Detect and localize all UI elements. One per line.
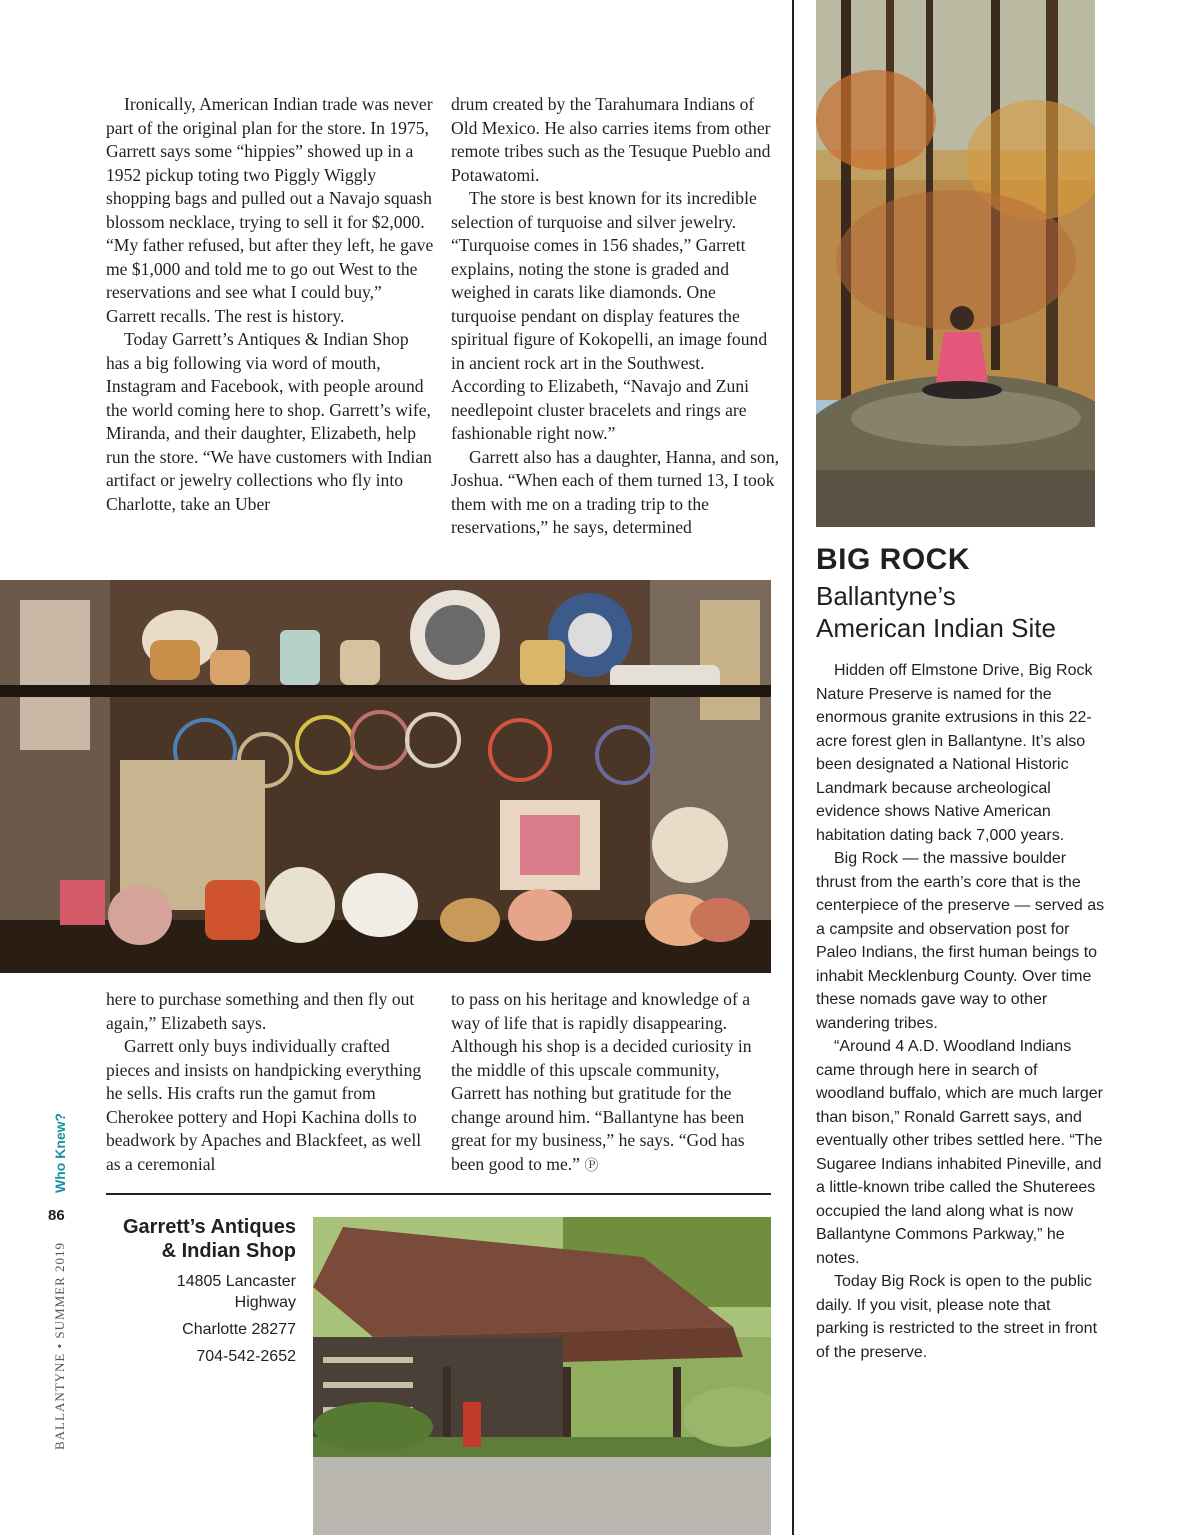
article-paragraph: drum created by the Tarahumara Indians of Old Mexico. He also carries items from other remote tribes such as the Tesuque Pueblo and Potawatomi. [451, 94, 771, 185]
store-interior-image [0, 580, 771, 973]
store-phone: 704-542-2652 [196, 1348, 296, 1365]
page-number: 86 [48, 1207, 65, 1224]
end-mark-icon: Ⓟ [584, 1158, 599, 1174]
article-column-2-bottom [451, 988, 773, 1178]
store-name [106, 1215, 296, 1263]
article-paragraph: Garrett only buys individually crafted pieces and insists on handpicking everything he sells. His crafts run the gamut from Cherokee pottery and Hopi Kachina dolls to beadwork by Apaches and Blackfeet, as well as a ceremonial [106, 1036, 422, 1174]
big-rock-image [816, 0, 1095, 527]
store-info-box [106, 1215, 296, 1367]
article-column-1-top [106, 93, 434, 516]
store-address-line: 14805 Lancaster [176, 1273, 296, 1290]
article-paragraph-text: to pass on his heritage and knowledge of a way of life that is rapidly disappearing. Although his shop is a decided curiosity in the middle of this upscale community, Garrett has nothing but gratitude for the change around him. “Ballantyne has been great for my business,” he says. “God has been good to me.” [451, 989, 752, 1174]
store-address-line: Highway [234, 1294, 296, 1311]
magazine-issue-label: BALLANTYNE • SUMMER 2019 [52, 1241, 67, 1450]
sidebar-paragraph: Hidden off Elmstone Drive, Big Rock Nature Preserve is named for the enormous granite extrusions in this 22-acre forest glen in Ballantyne. It’s also been designated a National Historic Landmark because archeological evidence shows Native American habitation dating back 7,000 years. [816, 662, 1093, 844]
article-column-1-bottom [106, 988, 434, 1176]
section-label: Who Knew? [52, 1112, 68, 1193]
sidebar-subtitle-line: Ballantyne’s [816, 581, 956, 611]
store-name-line: & Indian Shop [161, 1240, 296, 1262]
article-paragraph: Today Garrett’s Antiques & Indian Shop has a big following via word of mouth, Instagram and Facebook, with people around the world coming here to shop. Garrett’s wife, Miranda, and their daughter, Elizabeth, help run the store. “We have customers with Indian artifact or jewelry collections who fly into Charlotte, take an Uber [106, 329, 432, 514]
store-name-line: Garrett’s Antiques [123, 1216, 296, 1238]
sidebar-body [816, 659, 1106, 1364]
big-rock-photo [816, 0, 1095, 527]
section-divider-rule [106, 1193, 771, 1195]
store-interior-photo [0, 580, 771, 973]
sidebar-divider-rule [792, 0, 794, 1535]
sidebar-title: BIG ROCK [816, 543, 970, 576]
storefront-photo [313, 1217, 771, 1535]
sidebar-subtitle [816, 580, 1106, 644]
article-paragraph: The store is best known for its incredible selection of turquoise and silver jewelry. “Turquoise comes in 156 shades,” Garrett explains, noting the stone is graded and weighed in carats like diamonds. One turquoise pendant on display features the spiritual figure of Kokopelli, an image found in ancient rock art in the Southwest. According to Elizabeth, “Navajo and Zuni needlepoint cluster bracelets and rings are fashionable right now.” [451, 188, 768, 443]
store-address [106, 1271, 296, 1313]
sidebar-subtitle-line: American Indian Site [816, 613, 1056, 643]
article-column-2-top [451, 93, 781, 540]
store-city: Charlotte 28277 [182, 1321, 296, 1338]
sidebar-paragraph: Big Rock — the massive boulder thrust from the earth’s core that is the centerpiece of the preserve — served as a campsite and observation post for Paleo Indians, the first human beings to inhabit Mecklenburg County. Over time these nomads gave way to other wandering tribes. [816, 850, 1105, 1032]
storefront-image [313, 1217, 771, 1535]
article-paragraph: Garrett also has a daughter, Hanna, and son, Joshua. “When each of them turned 13, I took them with me on a trading trip to the reservations,” he says, determined [451, 446, 780, 537]
article-paragraph [451, 988, 773, 1178]
sidebar-heading [816, 542, 1106, 644]
sidebar-paragraph: Today Big Rock is open to the public daily. If you visit, please note that parking is restricted to the street in front of the preserve. [816, 1273, 1098, 1361]
article-paragraph: Ironically, American Indian trade was never part of the original plan for the store. In 1975, Garrett says some “hippies” showed up in a 1952 pickup toting two Piggly Wiggly shopping bags and pulled out a Navajo squash blossom necklace, trying to sell it for $2,000. “My father refused, but after they left, he gave me $1,000 and told me to go out West to the reservations and see what I could buy,” Garrett recalls. The rest is history. [106, 94, 434, 326]
article-paragraph: here to purchase something and then fly out again,” Elizabeth says. [106, 989, 415, 1033]
sidebar-paragraph: “Around 4 A.D. Woodland Indians came through here in search of woodland buffalo, which are much larger than bison,” Ronald Garrett says, and eventually other tribes settled here. “The Sugaree Indians inhabited Pineville, and a little-known tribe called the Shuterees occupied the land along what is now Ballantyne Commons Parkway,” he notes. [816, 1038, 1103, 1267]
